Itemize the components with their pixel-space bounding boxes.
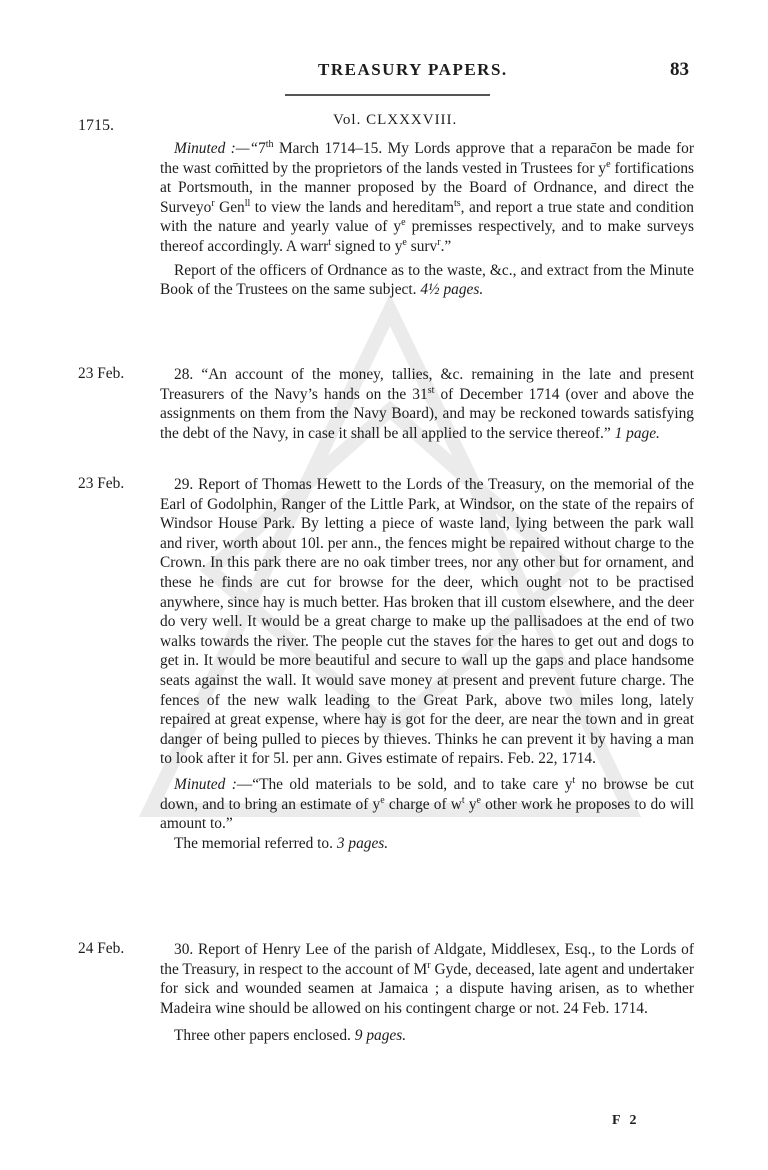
signature-mark: F 2 xyxy=(612,1113,640,1128)
minute-entry xyxy=(160,139,694,300)
volume-heading: Vol. CLXXXVIII. xyxy=(333,112,458,128)
year-margin-note: 1715. xyxy=(78,117,114,134)
entry-date-28: 23 Feb. xyxy=(78,365,125,382)
entry-29-text: 29. Report of Thomas Hewett to the Lords of the Treasury, on the memorial of the Earl of Godolphin, Ranger of the Little Park, at Windsor, on the state of the repairs of Windsor House Park. By letting a piece of waste land, lying between the park wall and river, worth about 10l. per ann., the fences might be repaired without charge to the Crown. In this park there are no oak timber trees, nor any other but for ornament, and these he finds are cut for browse for the deer, which ought not to be practised anywhere, since hay is much better. Has broken that ill custom elsewhere, and the deer do very well. It would be a great charge to make up the pallisadoes at the end of two walks towards the river. The people cut the staves for the hares to get out and dogs to get in. It would be more beautiful and secure to wall up the gaps and place handsome seats against the wall. It would save money at present and prevent future charge. The fences of the new walk leading to the Great Park, above two miles long, lately repaired at great expense, where hay is got for the deer, are near the town and in great danger of being pulled to pieces by thieves. Thinks he can prevent it by having a man to look after it for 5l. per ann. Gives estimate of repairs. Feb. 22, 1714. xyxy=(160,476,694,768)
entry-30-text: 30. Report of Henry Lee of the parish of Aldgate, Middlesex, Esq., to the Lords of the Treasury, in respect to the account of $M^r$ Gyde, deceased, late agent and undertaker for sick and wounded seamen at Jamaica ; a dispute having arisen, as to whether Madeira wine should be allowed on his contingent charge or not. 24 Feb. 1714. xyxy=(160,941,694,1017)
ordnance-report-paragraph: Report of the officers of Ordnance as to the waste, &c., and extract from the Minute Book of the Trustees on the same subject. 4½ pages. xyxy=(160,261,694,299)
entry-28 xyxy=(160,365,694,443)
entry-date-30: 24 Feb. xyxy=(78,940,125,957)
entry-30-enclosed: Three other papers enclosed. 9 pages. xyxy=(174,1027,407,1045)
minute-paragraph: Minuted :—“7th March 1714–15. My Lords approve that a reparac̄on be made for the wast com̄itted by the proprietors of the lands vested in Trustees for $y^e$ fortifications at Portsmouth, in the manner proposed by the Board of Ordnance, and direct the Surveyo$^r$ Gen$^{ll}$ to view the lands and hereditam$^{ts}$, and report a true state and condition with the nature and yearly value of $y^e$ premisses respectively, and to make surveys thereof accordingly. A warr$^t$ signed to $y^e$ surv$^r$.” xyxy=(160,138,695,255)
entry-date-29: 23 Feb. xyxy=(78,475,125,492)
header-rule xyxy=(285,94,490,96)
entry-29-minute: Minuted :—“The old materials to be sold, and to take care $y^t$ no browse be cut down, and to bring an estimate of $y^e$ charge of $w^t$ $y^e$ other work he proposes to do will amount to.” xyxy=(160,774,695,833)
running-head: TREASURY PAPERS. xyxy=(318,60,508,79)
entry-28-text: 28. “An account of the money, tallies, &c. remaining in the late and present Treasurers of the Navy’s hands on the 31st of December 1714 (over and above the assignments on them from the Navy Board), and may be reckoned towards satisfying the debt of the Navy, in case it shall be all applied to the service thereof.” 1 page. xyxy=(160,366,694,442)
entry-29-referred: The memorial referred to. 3 pages. xyxy=(174,834,389,852)
entry-30 xyxy=(160,940,694,1046)
page-number: 83 xyxy=(670,59,689,80)
entry-29 xyxy=(160,475,694,853)
